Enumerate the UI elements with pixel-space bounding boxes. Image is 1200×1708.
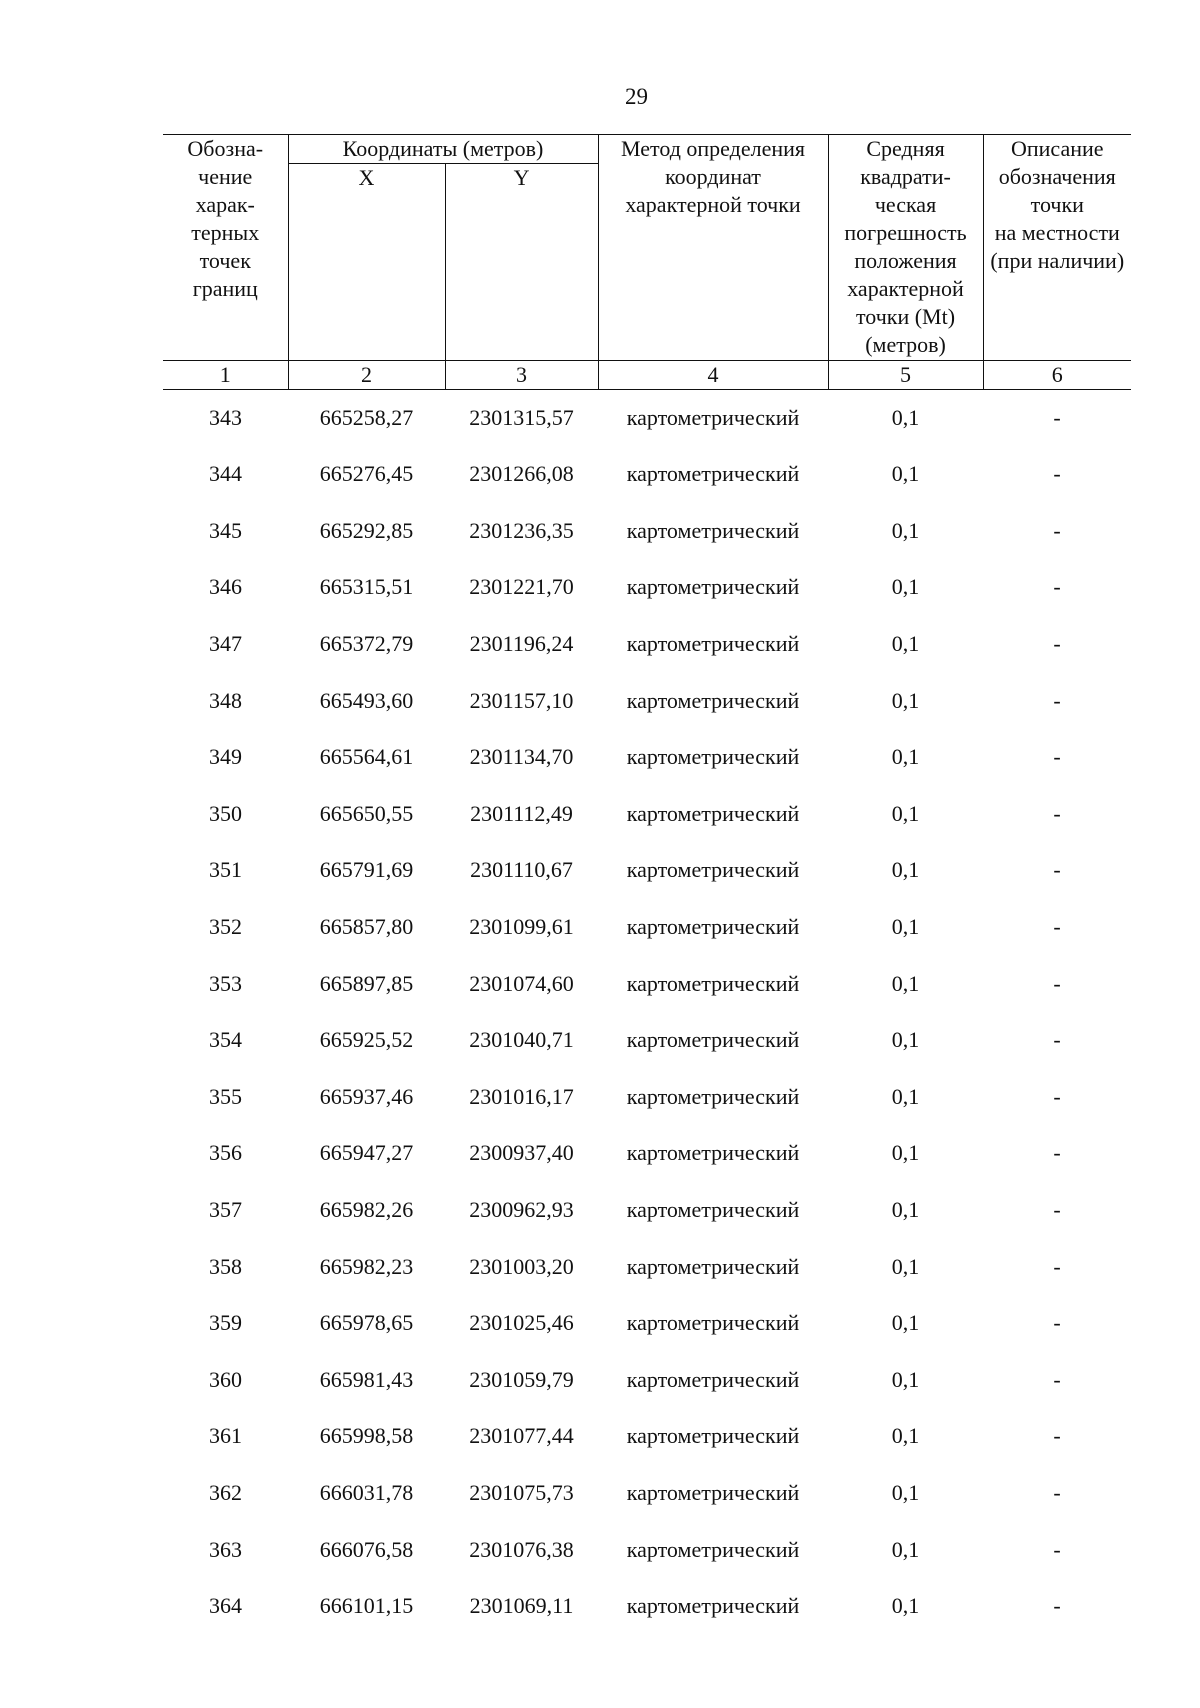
table-row (163, 616, 1131, 673)
cell-y: 2301040,71 (469, 1027, 574, 1053)
cell-x: 666076,58 (319, 1536, 414, 1562)
cell-point: 361 (209, 1423, 242, 1449)
cell-accuracy: 0,1 (891, 857, 920, 883)
cell-y: 2301003,20 (469, 1253, 574, 1279)
cell-description: - (1053, 970, 1061, 996)
cell-x: 665292,85 (319, 517, 414, 543)
cell-point: 353 (209, 970, 242, 996)
table-row (163, 899, 1131, 956)
cell-method: картометрический (626, 1593, 800, 1619)
cell-x: 665791,69 (319, 857, 414, 883)
cell-method: картометрический (626, 1253, 800, 1279)
cell-accuracy: 0,1 (891, 970, 920, 996)
table-row (163, 955, 1131, 1012)
table-row (163, 503, 1131, 560)
cell-y: 2301134,70 (469, 744, 574, 770)
cell-point: 352 (209, 914, 242, 940)
cell-y: 2301157,10 (469, 687, 574, 713)
cell-accuracy: 0,1 (891, 1310, 920, 1336)
cell-description: - (1053, 1479, 1061, 1505)
header-description: Описание обозначения точки на местности (при наличии) (983, 135, 1131, 361)
cell-method: картометрический (626, 1083, 800, 1109)
cell-y: 2301076,38 (469, 1536, 574, 1562)
cell-accuracy: 0,1 (891, 1479, 920, 1505)
table-row (163, 1578, 1131, 1635)
cell-accuracy: 0,1 (891, 1083, 920, 1109)
cell-x: 665981,43 (319, 1366, 414, 1392)
cell-x: 665857,80 (319, 914, 414, 940)
column-number: 4 (598, 361, 828, 390)
cell-description: - (1053, 517, 1061, 543)
coordinates-table (163, 134, 1131, 1634)
cell-method: картометрический (626, 631, 800, 657)
table-row (163, 1521, 1131, 1578)
cell-x: 665978,65 (319, 1310, 414, 1336)
header-point-designation: Обозна- чение харак- терных точек границ (163, 135, 288, 361)
cell-method: картометрический (626, 1423, 800, 1449)
cell-description: - (1053, 1253, 1061, 1279)
cell-point: 350 (209, 800, 242, 826)
cell-method: картометрический (626, 744, 800, 770)
table-row (163, 1295, 1131, 1352)
table-row (163, 1125, 1131, 1182)
cell-y: 2301315,57 (469, 405, 574, 430)
header-x: X (288, 164, 445, 361)
cell-method: картометрический (626, 1140, 800, 1166)
cell-description: - (1053, 1423, 1061, 1449)
cell-y: 2301221,70 (469, 574, 574, 600)
cell-method: картометрический (626, 914, 800, 940)
header-method: Метод определения координат характерной точки (598, 135, 828, 361)
table-row (163, 672, 1131, 729)
cell-x: 666101,15 (319, 1593, 414, 1619)
cell-y: 2301077,44 (469, 1423, 574, 1449)
cell-y: 2300937,40 (469, 1140, 574, 1166)
cell-x: 665937,46 (319, 1083, 414, 1109)
cell-accuracy: 0,1 (891, 1027, 920, 1053)
cell-accuracy: 0,1 (891, 517, 920, 543)
cell-description: - (1053, 405, 1061, 430)
cell-description: - (1053, 574, 1061, 600)
cell-y: 2301075,73 (469, 1479, 574, 1505)
cell-method: картометрический (626, 800, 800, 826)
cell-point: 343 (209, 405, 242, 430)
cell-method: картометрический (626, 1479, 800, 1505)
table-row (163, 842, 1131, 899)
cell-point: 364 (209, 1593, 242, 1619)
cell-accuracy: 0,1 (891, 1423, 920, 1449)
cell-x: 665998,58 (319, 1423, 414, 1449)
cell-x: 665897,85 (319, 970, 414, 996)
cell-description: - (1053, 1310, 1061, 1336)
cell-x: 665982,23 (319, 1253, 414, 1279)
cell-y: 2301069,11 (469, 1593, 574, 1619)
cell-description: - (1053, 744, 1061, 770)
cell-x: 665258,27 (319, 405, 414, 430)
table-row (163, 559, 1131, 616)
table-row (163, 1408, 1131, 1465)
cell-method: картометрический (626, 1197, 800, 1223)
cell-description: - (1053, 1366, 1061, 1392)
table-row (163, 786, 1131, 843)
column-number: 2 (288, 361, 445, 390)
cell-point: 363 (209, 1536, 242, 1562)
table-row (163, 1182, 1131, 1239)
table-row (163, 446, 1131, 503)
cell-x: 665947,27 (319, 1140, 414, 1166)
cell-accuracy: 0,1 (891, 744, 920, 770)
cell-method: картометрический (626, 461, 800, 487)
cell-accuracy: 0,1 (891, 687, 920, 713)
cell-point: 346 (209, 574, 242, 600)
cell-point: 356 (209, 1140, 242, 1166)
cell-accuracy: 0,1 (891, 574, 920, 600)
cell-y: 2301236,35 (469, 517, 574, 543)
page-number: 29 (625, 84, 648, 109)
table-row (163, 1465, 1131, 1522)
column-number: 1 (163, 361, 288, 390)
table-row (163, 1352, 1131, 1409)
cell-point: 348 (209, 687, 242, 713)
cell-x: 665564,61 (319, 744, 414, 770)
cell-description: - (1053, 631, 1061, 657)
cell-accuracy: 0,1 (891, 405, 920, 430)
cell-x: 665276,45 (319, 461, 414, 487)
header-coordinates-group: Координаты (метров) (288, 135, 598, 164)
cell-x: 665493,60 (319, 687, 414, 713)
cell-method: картометрический (626, 970, 800, 996)
cell-point: 362 (209, 1479, 242, 1505)
cell-description: - (1053, 1027, 1061, 1053)
cell-accuracy: 0,1 (891, 1593, 920, 1619)
cell-y: 2301016,17 (469, 1083, 574, 1109)
cell-method: картометрический (626, 1536, 800, 1562)
cell-method: картометрический (626, 405, 800, 430)
cell-x: 666031,78 (319, 1479, 414, 1505)
cell-y: 2301196,24 (469, 631, 574, 657)
cell-x: 665315,51 (319, 574, 414, 600)
cell-method: картометрический (626, 1310, 800, 1336)
column-number: 6 (983, 361, 1131, 390)
cell-description: - (1053, 1083, 1061, 1109)
cell-method: картометрический (626, 1027, 800, 1053)
cell-description: - (1053, 1593, 1061, 1619)
cell-x: 665925,52 (319, 1027, 414, 1053)
cell-method: картометрический (626, 687, 800, 713)
table-body (163, 390, 1131, 1635)
cell-point: 355 (209, 1083, 242, 1109)
cell-x: 665982,26 (319, 1197, 414, 1223)
cell-point: 360 (209, 1366, 242, 1392)
cell-y: 2301112,49 (470, 800, 573, 826)
table-row (163, 390, 1131, 447)
cell-description: - (1053, 857, 1061, 883)
cell-x: 665650,55 (319, 800, 414, 826)
cell-accuracy: 0,1 (891, 914, 920, 940)
cell-method: картометрический (626, 1366, 800, 1392)
cell-point: 354 (209, 1027, 242, 1053)
cell-y: 2301266,08 (469, 461, 574, 487)
table-row (163, 1238, 1131, 1295)
cell-point: 349 (209, 744, 242, 770)
cell-accuracy: 0,1 (891, 461, 920, 487)
cell-y: 2301025,46 (469, 1310, 574, 1336)
cell-description: - (1053, 1140, 1061, 1166)
cell-method: картометрический (626, 857, 800, 883)
cell-method: картометрический (626, 574, 800, 600)
cell-y: 2301074,60 (469, 970, 574, 996)
cell-accuracy: 0,1 (891, 1197, 920, 1223)
column-number: 3 (445, 361, 598, 390)
column-number-row (163, 361, 1131, 390)
cell-accuracy: 0,1 (891, 1366, 920, 1392)
cell-description: - (1053, 914, 1061, 940)
cell-y: 2301099,61 (469, 914, 574, 940)
column-number: 5 (828, 361, 983, 390)
cell-point: 351 (209, 857, 242, 883)
header-accuracy: Средняя квадрати- ческая погрешность положения характерной точки (Mt) (метров) (828, 135, 983, 361)
cell-description: - (1053, 461, 1061, 487)
cell-description: - (1053, 1197, 1061, 1223)
cell-description: - (1053, 800, 1061, 826)
cell-y: 2301059,79 (469, 1366, 574, 1392)
cell-point: 359 (209, 1310, 242, 1336)
cell-y: 2301110,67 (470, 857, 573, 883)
table-row (163, 1069, 1131, 1126)
header-y: Y (445, 164, 598, 361)
cell-point: 344 (209, 461, 242, 487)
cell-method: картометрический (626, 517, 800, 543)
cell-accuracy: 0,1 (891, 1253, 920, 1279)
cell-point: 358 (209, 1253, 242, 1279)
table-row (163, 729, 1131, 786)
cell-accuracy: 0,1 (891, 631, 920, 657)
table-row (163, 1012, 1131, 1069)
cell-point: 345 (209, 517, 242, 543)
cell-accuracy: 0,1 (891, 800, 920, 826)
cell-description: - (1053, 687, 1061, 713)
cell-point: 357 (209, 1197, 242, 1223)
cell-accuracy: 0,1 (891, 1140, 920, 1166)
cell-accuracy: 0,1 (891, 1536, 920, 1562)
cell-point: 347 (209, 631, 242, 657)
cell-description: - (1053, 1536, 1061, 1562)
cell-y: 2300962,93 (469, 1197, 574, 1223)
cell-x: 665372,79 (319, 631, 414, 657)
